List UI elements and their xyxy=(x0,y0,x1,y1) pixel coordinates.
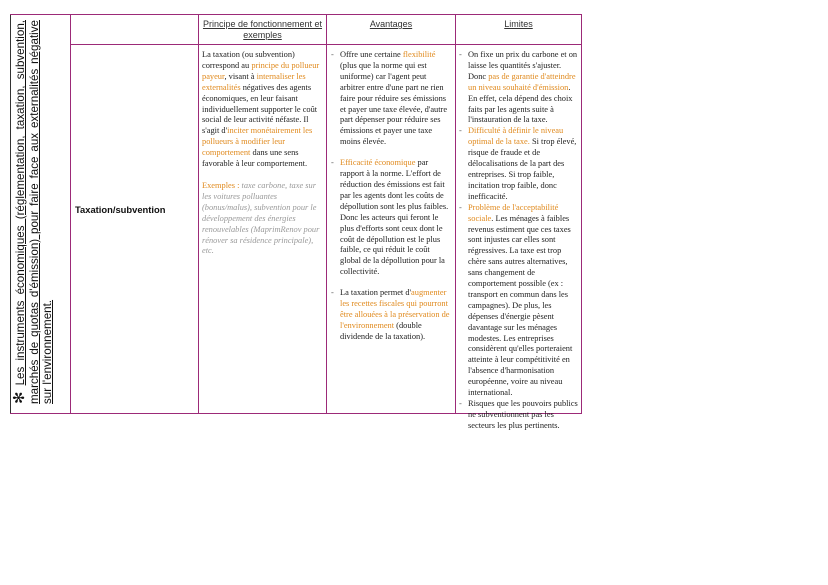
text-run: négatives des agents économiques, en leur faisant individuellement supporter le coût social de leur activité néfaste. Il s'agit d' xyxy=(202,82,318,136)
limite-item xyxy=(459,203,578,399)
header-limites: Limites xyxy=(504,19,533,29)
avantage-item xyxy=(331,50,451,148)
avantages-cell xyxy=(331,50,451,343)
section-title-text: Les instruments économiques (réglementation, taxation, subvention, marchés de quotas d'émission) pour faire face aux externalités négative sur l'environnement. xyxy=(14,20,55,404)
title-cell xyxy=(10,14,71,414)
asterisk-icon: ✻ xyxy=(11,391,28,404)
examples-paragraph xyxy=(202,181,322,257)
highlight-run: Difficulté à définir le niveau optimal de la taxe. xyxy=(468,126,564,147)
principe-cell xyxy=(202,50,322,257)
avantage-item xyxy=(331,158,451,278)
highlight-run: principe du pollueur payeur xyxy=(202,60,320,81)
column-divider-3 xyxy=(455,14,456,414)
highlight-run: flexibilité xyxy=(402,50,436,59)
right-border xyxy=(581,14,582,414)
highlight-run: augmenter les recettes fiscales qui pourront être allouées à la préservation de l'environnement xyxy=(340,288,450,330)
header-divider xyxy=(71,44,582,45)
text-run: La taxation permet d' xyxy=(340,288,412,298)
text-run: , visant à xyxy=(224,71,257,81)
highlight-run: Efficacité économique xyxy=(340,158,416,168)
text-run: par rapport à la norme. L'effort de réduction des émissions est fait par les agents dont les coûts de dépollution sont les plus faibles. Donc les acteurs qui feront le plus d'efforts sont ceux dont le coût de dépollution est le plus faible, ce qui réduit le coût global de la dépollution pour la collectivité. xyxy=(340,158,449,277)
text-run: Risques que les pouvoirs publics ne subventionnent pas les secteurs les plus pertinents. xyxy=(468,399,578,430)
text-run: Offre une certaine xyxy=(340,50,403,59)
text-run: On fixe un prix du carbone et on laisse les quantités s'ajuster. Donc xyxy=(468,50,578,81)
header-avantages: Avantages xyxy=(369,19,413,29)
text-run: La taxation (ou subvention) correspond au xyxy=(202,50,295,70)
highlight-run: internaliser les externalités xyxy=(202,71,306,92)
limite-item xyxy=(459,399,578,432)
section-title xyxy=(10,14,71,414)
text-run: . Les ménages à faibles revenus estiment que ces taxes sont injustes car elles sont régressives. La taxe est trop chère sans autres alternatives, sans changement de comportement possible (ex : transport en commun dans les campagnes). De plus, les dépenses d'énergie pèsent davantage sur les ménages modestes. Les entreprises considèrent qu'elles porteraient atteinte à leur compétitivité en l'absence d'harmonisation européenne, voire au niveau international. xyxy=(468,213,573,398)
top-border xyxy=(10,14,582,15)
text-run: (double dividende de la taxation). xyxy=(340,320,426,341)
highlight-run: inciter monétairement les pollueurs à modifier leur comportement xyxy=(202,126,313,158)
highlight-run: Problème de l'acceptabilité sociale xyxy=(468,202,559,223)
header-principe: Principe de fonctionnement et exemples xyxy=(202,19,323,40)
limite-item xyxy=(459,126,578,202)
text-run: . En effet, cela dépend des choix faits par les agents suite à l'instauration de la taxe. xyxy=(468,82,573,125)
text-run: Si trop élevé, risque de fraude et de délocalisations de la part des entreprises. Si trop faible, incitation trop faible, donc inefficacité. xyxy=(468,137,577,201)
text-run: (plus que la norme qui est uniforme) car l'agent peut arbitrer entre d'une part ne rien faire pour réduire ses émissions et payer une taxe élevée, d'autre part dépenser pour réduire ses émissions et payer une taxe moins élevée. xyxy=(340,60,448,147)
examples-label: Exemples : xyxy=(202,180,240,190)
limites-cell xyxy=(459,50,578,432)
text-run: dans une sens favorable à leur comportement. xyxy=(202,148,308,169)
avantage-item xyxy=(331,288,451,343)
principe-paragraph xyxy=(202,50,322,170)
column-divider-2 xyxy=(326,14,327,414)
limite-item xyxy=(459,50,578,126)
examples-text: taxe carbone, taxe sur les voitures polluantes (bonus/malus), subvention pour le développement des énergies renouvelables (MaprimRenov pour rénover sa résidence principale), etc. xyxy=(202,180,320,256)
column-divider-1 xyxy=(198,14,199,414)
highlight-run: pas de garantie d'atteindre un niveau souhaité d'émission xyxy=(468,71,576,92)
row-label: Taxation/subvention xyxy=(75,204,166,215)
